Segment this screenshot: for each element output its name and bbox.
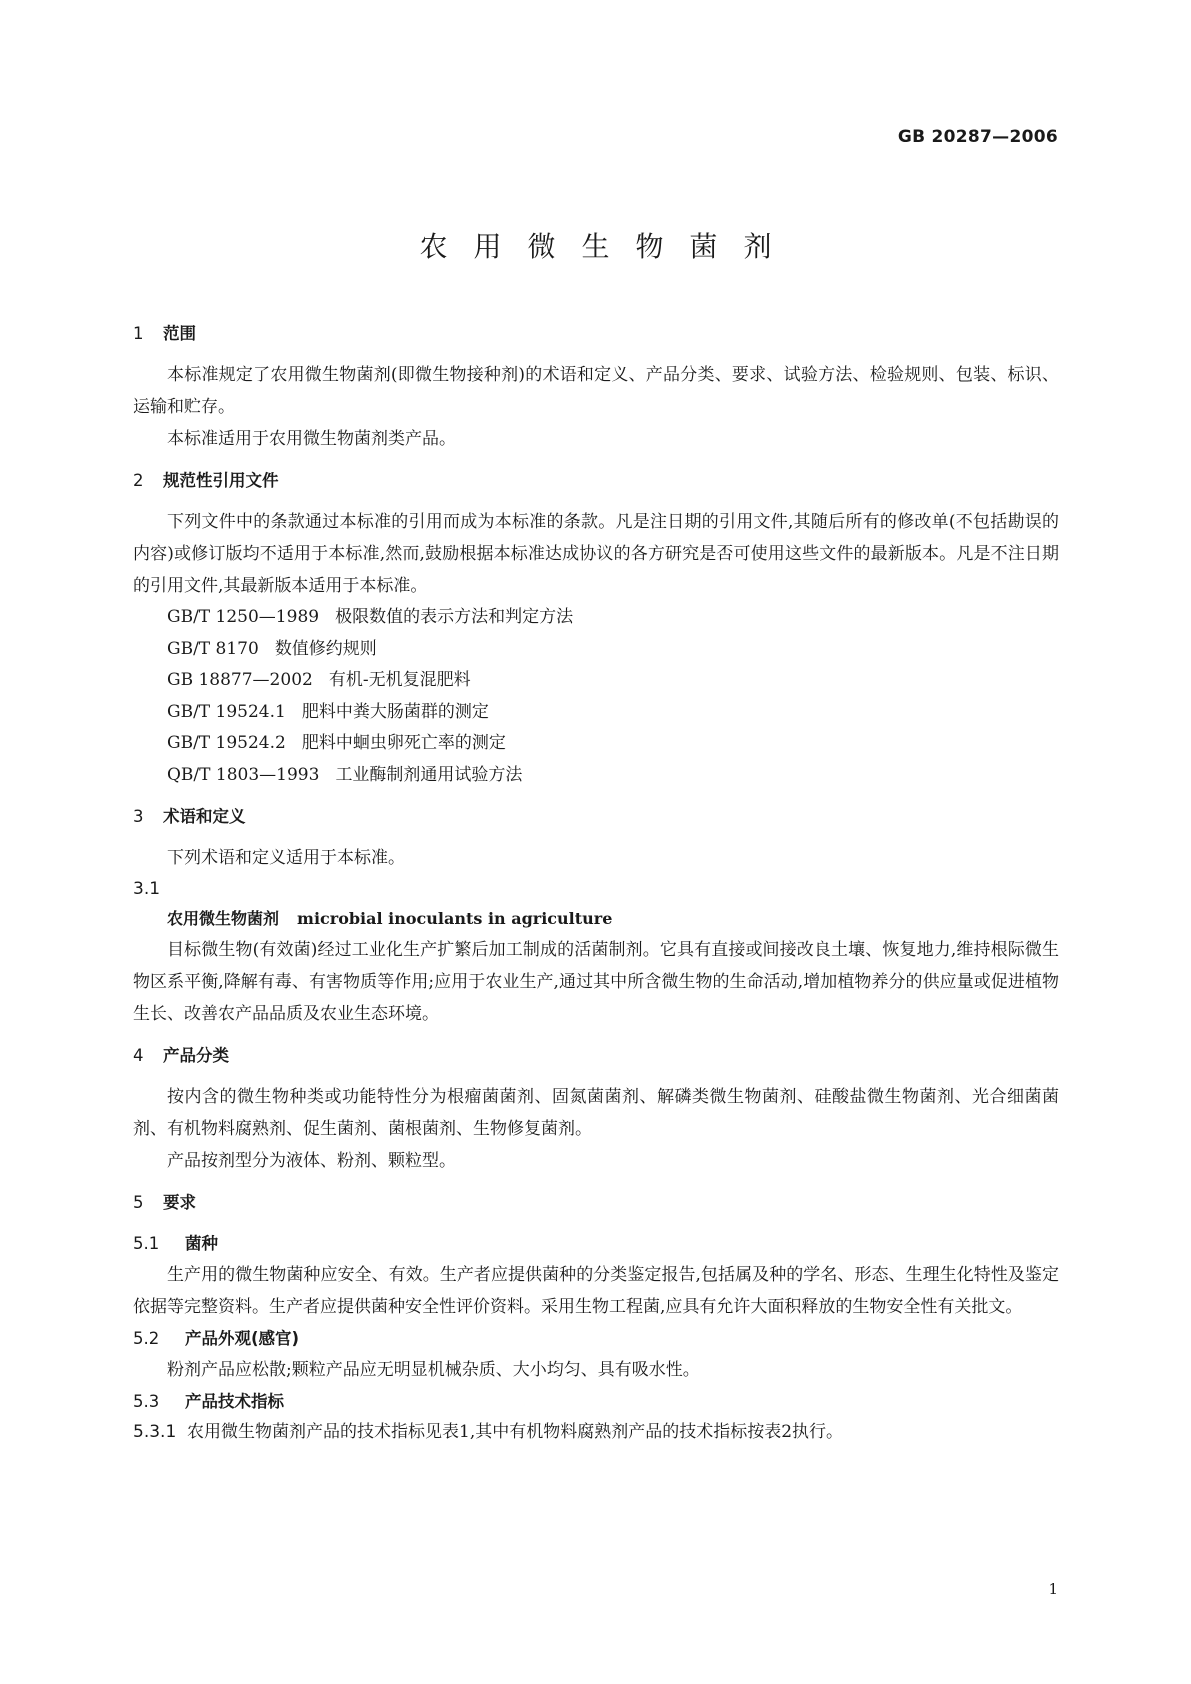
section-heading-3: 3 术语和定义	[133, 807, 246, 826]
subsection-heading-5-2: 5.2 产品外观(感官)	[133, 1329, 300, 1348]
paragraph: 按内含的微生物种类或功能特性分为根瘤菌菌剂、固氮菌菌剂、解磷类微生物菌剂、硅酸盐微生物菌剂、光合细菌菌剂、有机物料腐熟剂、促生菌剂、菌根菌剂、生物修复菌剂。	[133, 1087, 1059, 1139]
reference-item: QB/T 1803—1993 工业酶制剂通用试验方法	[167, 764, 523, 785]
reference-item: GB 18877—2002 有机-无机复混肥料	[167, 670, 471, 690]
page-number: 1	[1048, 1580, 1058, 1598]
section-heading-5: 5 要求	[133, 1193, 196, 1212]
paragraph: 本标准规定了农用微生物菌剂(即微生物接种剂)的术语和定义、产品分类、要求、试验方法、检验规则、包装、标识、运输和贮存。	[133, 365, 1059, 417]
paragraph: 本标准适用于农用微生物菌剂类产品。	[167, 429, 456, 449]
term-number: 3.1	[133, 879, 161, 899]
paragraph: 产品按剂型分为液体、粉剂、颗粒型。	[167, 1151, 456, 1171]
reference-item: GB/T 19524.2 肥料中蛔虫卵死亡率的测定	[167, 733, 506, 753]
document-title: 农用微生物菌剂	[419, 230, 798, 263]
clause-5-3-1: 5.3.1 农用微生物菌剂产品的技术指标见表1,其中有机物料腐熟剂产品的技术指标按表2执行。	[133, 1422, 844, 1442]
reference-item: GB/T 19524.1 肥料中粪大肠菌群的测定	[167, 701, 489, 722]
term-entry: 农用微生物菌剂 microbial inoculants in agriculture	[167, 909, 613, 928]
section-heading-2: 2 规范性引用文件	[133, 471, 279, 490]
paragraph: 生产用的微生物菌种应安全、有效。生产者应提供菌种的分类鉴定报告,包括属及种的学名、形态、生理生化特性及鉴定依据等完整资料。生产者应提供菌种安全性评价资料。采用生物工程菌,应具有允许大面积释放的生物安全性有关批文。	[133, 1265, 1059, 1317]
standard-code: GB 20287—2006	[897, 127, 1058, 147]
term-definition: 目标微生物(有效菌)经过工业化生产扩繁后加工制成的活菌制剂。它具有直接或间接改良土壤、恢复地力,维持根际微生物区系平衡,降解有毒、有害物质等作用;应用于农业生产,通过其中所含微生物的生命活动,增加植物养分的供应量或促进植物生长、改善农产品品质及农业生态环境。	[133, 940, 1059, 1024]
subsection-heading-5-1: 5.1 菌种	[133, 1234, 218, 1253]
subsection-heading-5-3: 5.3 产品技术指标	[133, 1392, 284, 1411]
document-body	[133, 318, 1059, 1448]
reference-item: GB/T 1250—1989 极限数值的表示方法和判定方法	[167, 607, 574, 627]
section-heading-1: 1 范围	[133, 324, 196, 343]
paragraph: 下列术语和定义适用于本标准。	[167, 848, 405, 868]
section-heading-4: 4 产品分类	[133, 1046, 229, 1065]
reference-item: GB/T 8170 数值修约规则	[167, 638, 377, 659]
paragraph: 下列文件中的条款通过本标准的引用而成为本标准的条款。凡是注日期的引用文件,其随后所有的修改单(不包括勘误的内容)或修订版均不适用于本标准,然而,鼓励根据本标准达成协议的各方研究是否可使用这些文件的最新版本。凡是不注日期的引用文件,其最新版本适用于本标准。	[133, 512, 1059, 596]
paragraph: 粉剂产品应松散;颗粒产品应无明显机械杂质、大小均匀、具有吸水性。	[167, 1360, 700, 1380]
